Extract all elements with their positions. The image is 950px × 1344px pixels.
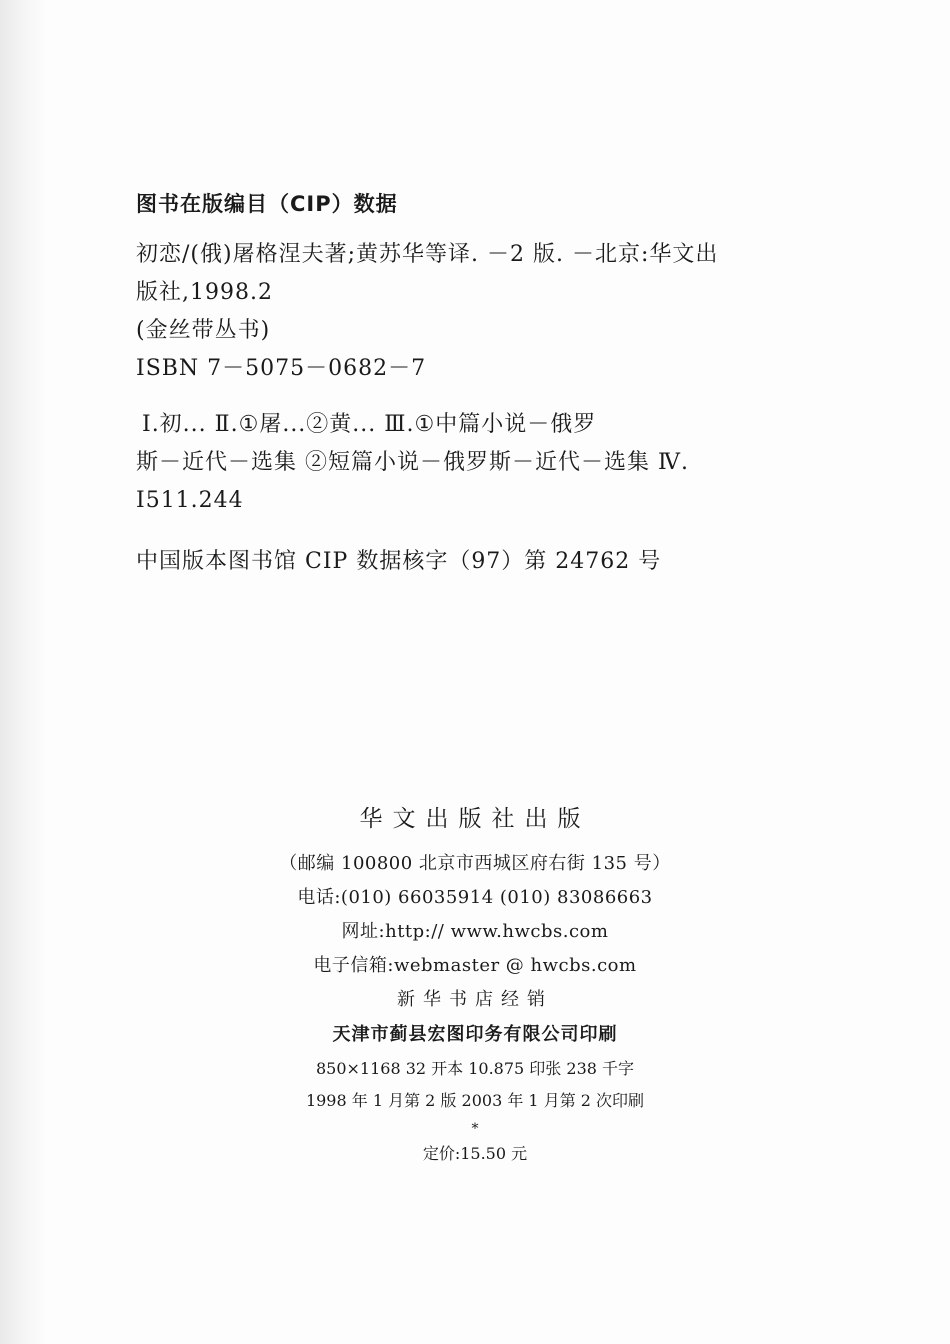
cip-classification-line-2: 斯－近代－选集 ②短篇小说－俄罗斯－近代－选集 Ⅳ. xyxy=(136,450,689,475)
cip-classification-line-3: I511.244 xyxy=(136,488,244,513)
publisher-website: 网址:http:// www.hwcbs.com xyxy=(341,921,609,942)
imprint-block xyxy=(0,800,950,1169)
cip-series: (金丝带丛书) xyxy=(136,318,271,343)
separator-asterisk: * xyxy=(471,1121,479,1137)
publisher-address: （邮编 100800 北京市西城区府右街 135 号） xyxy=(279,853,671,874)
printer-name: 天津市蓟县宏图印务有限公司印刷 xyxy=(332,1024,618,1045)
cip-approval-number: 中国版本图书馆 CIP 数据核字（97）第 24762 号 xyxy=(136,549,662,574)
price: 定价:15.50 元 xyxy=(422,1144,528,1163)
cip-heading: 图书在版编目（CIP）数据 xyxy=(136,192,398,216)
publisher-phone: 电话:(010) 66035914 (010) 83086663 xyxy=(297,887,653,908)
cip-classification xyxy=(136,406,816,520)
edition-info: 1998 年 1 月第 2 版 2003 年 1 月第 2 次印刷 xyxy=(305,1091,645,1110)
cip-title-line-1: 初恋/(俄)屠格涅夫著;黄苏华等译. －2 版. －北京:华文出 xyxy=(136,242,719,267)
book-format: 850×1168 32 开本 10.875 印张 238 千字 xyxy=(315,1059,635,1078)
cip-isbn: ISBN 7－5075－0682－7 xyxy=(136,356,427,381)
cip-title-line-2: 版社,1998.2 xyxy=(136,280,273,305)
cip-classification-line-1: Ⅰ.初... Ⅱ.①屠...②黄... Ⅲ.①中篇小说－俄罗 xyxy=(142,412,597,437)
cip-block xyxy=(136,188,816,575)
publisher-name: 华文出版社出版 xyxy=(359,806,591,832)
distributor: 新华书店经销 xyxy=(397,989,553,1010)
publisher-email: 电子信箱:webmaster @ hwcbs.com xyxy=(313,955,637,976)
